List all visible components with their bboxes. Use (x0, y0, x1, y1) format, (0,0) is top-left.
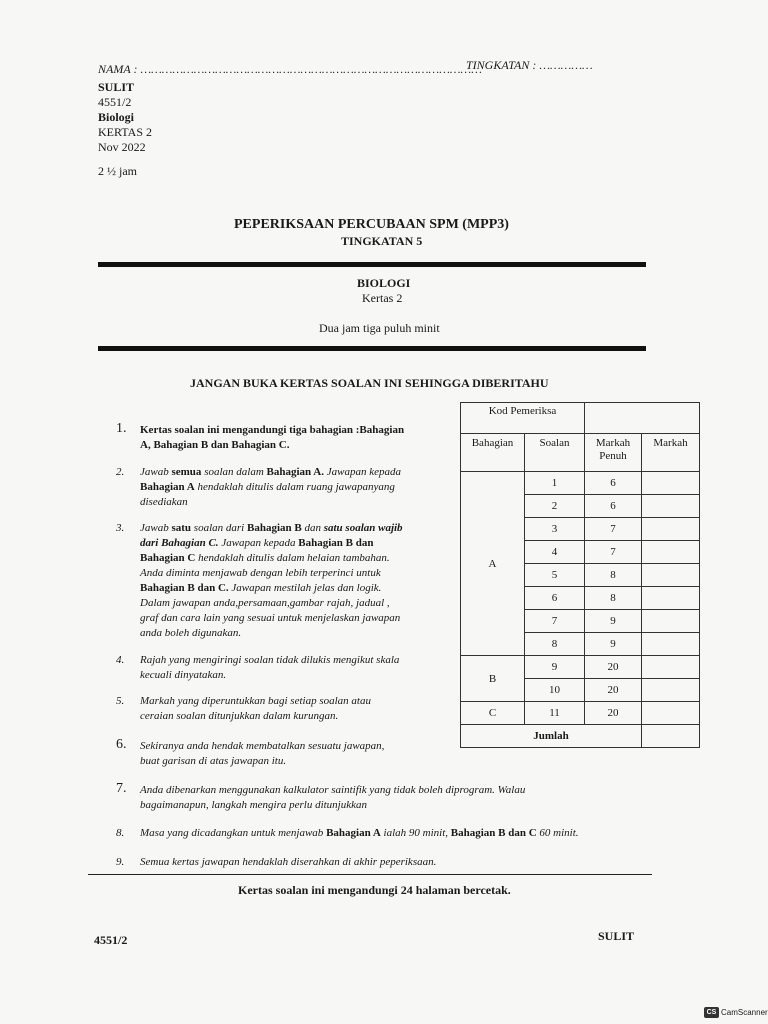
paper-title: Kertas 2 (362, 291, 403, 305)
header-markah-penuh: Markah Penuh (585, 434, 642, 472)
paper-label: KERTAS 2 (98, 125, 152, 139)
bottom-divider (98, 346, 646, 351)
mark-cell (642, 587, 700, 610)
section-b-cell: B (461, 656, 525, 702)
instruction-9: 9. Semua kertas jawapan hendaklah diserahkan di akhir peperiksaan. (116, 856, 437, 868)
do-not-open-warning: JANGAN BUKA KERTAS SOALAN INI SEHINGGA DIBERITAHU (190, 376, 549, 390)
question-number: 5 (525, 564, 585, 587)
time-in-words: Dua jam tiga puluh minit (319, 321, 440, 335)
mark-cell (642, 610, 700, 633)
sulit-label: SULIT (98, 80, 135, 94)
mark-cell (642, 518, 700, 541)
full-mark: 9 (585, 610, 642, 633)
footer-sulit-label: SULIT (598, 929, 635, 943)
duration-label: 2 ½ jam (98, 164, 137, 178)
footer-divider (88, 874, 652, 875)
page-count-note: Kertas soalan ini mengandungi 24 halaman bercetak. (238, 883, 511, 897)
mark-cell (642, 702, 700, 725)
examiner-marks-table (460, 402, 700, 748)
camscanner-logo-icon: CS (704, 1007, 719, 1018)
full-mark: 6 (585, 495, 642, 518)
question-number: 4 (525, 541, 585, 564)
full-mark: 20 (585, 656, 642, 679)
paper-code: 4551/2 (98, 95, 132, 109)
section-c-cell: C (461, 702, 525, 725)
question-number: 7 (525, 610, 585, 633)
tingkatan-field-line: TINGKATAN : …………… (466, 58, 593, 72)
full-mark: 7 (585, 541, 642, 564)
subject-label: Biologi (98, 110, 135, 124)
full-mark: 8 (585, 564, 642, 587)
mark-cell (642, 541, 700, 564)
instruction-2: 2. Jawab semua soalan dalam Bahagian A. Jawapan kepada Bahagian A hendaklah ditulis dalam ruang jawapanyang disediakan (116, 466, 401, 508)
header-markah: Markah (642, 434, 700, 472)
full-mark: 20 (585, 702, 642, 725)
instruction-6: 6. Sekiranya anda hendak membatalkan sesuatu jawapan, buat garisan di atas jawapan itu. (116, 737, 385, 767)
camscanner-label: CamScanner (721, 1008, 768, 1017)
mark-cell (642, 495, 700, 518)
mark-cell (642, 564, 700, 587)
instruction-7: 7. Anda dibenarkan menggunakan kalkulator saintifik yang tidak boleh diprogram. Walau bagaimanapun, langkah mengira perlu ditunjukkan (116, 781, 526, 811)
question-number: 11 (525, 702, 585, 725)
instruction-8: 8. Masa yang dicadangkan untuk menjawab Bahagian A ialah 90 minit, Bahagian B dan C 60 minit. (116, 827, 579, 839)
mark-cell (642, 656, 700, 679)
question-number: 8 (525, 633, 585, 656)
exam-title: PEPERIKSAAN PERCUBAAN SPM (MPP3) (234, 217, 509, 232)
section-a-cell: A (461, 472, 525, 656)
mark-cell (642, 472, 700, 495)
name-field-line: NAMA : …………………………………………………………………………………… TINGKATAN : …………… (98, 58, 593, 76)
instruction-3: 3. Jawab satu soalan dari Bahagian B dan satu soalan wajib dari Bahagian C. Jawapan kepada Bahagian B dan Bahagian C hendaklah ditulis dalam helaian tambahan. Anda diminta menjawab dengan lebih terperinci untuk Bahagian B dan C. Jawapan mestilah jelas dan logik. Dalam jawapan anda,persamaan,gambar rajah, jadual , graf dan cara lain yang sesuai untuk menjelaskan jawapan anda boleh digunakan. (116, 522, 403, 639)
question-number: 9 (525, 656, 585, 679)
instruction-5: 5. Markah yang diperuntukkan bagi setiap soalan atau ceraian soalan ditunjukkan dalam kurungan. (116, 695, 371, 722)
question-number: 6 (525, 587, 585, 610)
full-mark: 7 (585, 518, 642, 541)
kod-pemeriksa-cell: Kod Pemeriksa (461, 403, 585, 434)
full-mark: 20 (585, 679, 642, 702)
kod-pemeriksa-blank (585, 403, 700, 434)
subject-title: BIOLOGI (357, 276, 411, 290)
jumlah-cell: Jumlah (461, 725, 642, 748)
question-number: 1 (525, 472, 585, 495)
instruction-4: 4. Rajah yang mengiringi soalan tidak dilukis mengikut skala kecuali dinyatakan. (116, 654, 400, 681)
instruction-1: 1. Kertas soalan ini mengandungi tiga bahagian :Bahagian A, Bahagian B dan Bahagian C. (116, 421, 405, 451)
top-divider (98, 262, 646, 267)
header-soalan: Soalan (525, 434, 585, 472)
footer-paper-code: 4551/2 (94, 933, 128, 947)
question-number: 3 (525, 518, 585, 541)
question-number: 10 (525, 679, 585, 702)
jumlah-mark-cell (642, 725, 700, 748)
mark-cell (642, 679, 700, 702)
full-mark: 8 (585, 587, 642, 610)
header-bahagian: Bahagian (461, 434, 525, 472)
camscanner-watermark (704, 1007, 768, 1018)
exam-date: Nov 2022 (98, 140, 146, 154)
form-title: TINGKATAN 5 (341, 234, 423, 248)
mark-cell (642, 633, 700, 656)
full-mark: 9 (585, 633, 642, 656)
question-number: 2 (525, 495, 585, 518)
paper-meta (98, 80, 152, 155)
full-mark: 6 (585, 472, 642, 495)
